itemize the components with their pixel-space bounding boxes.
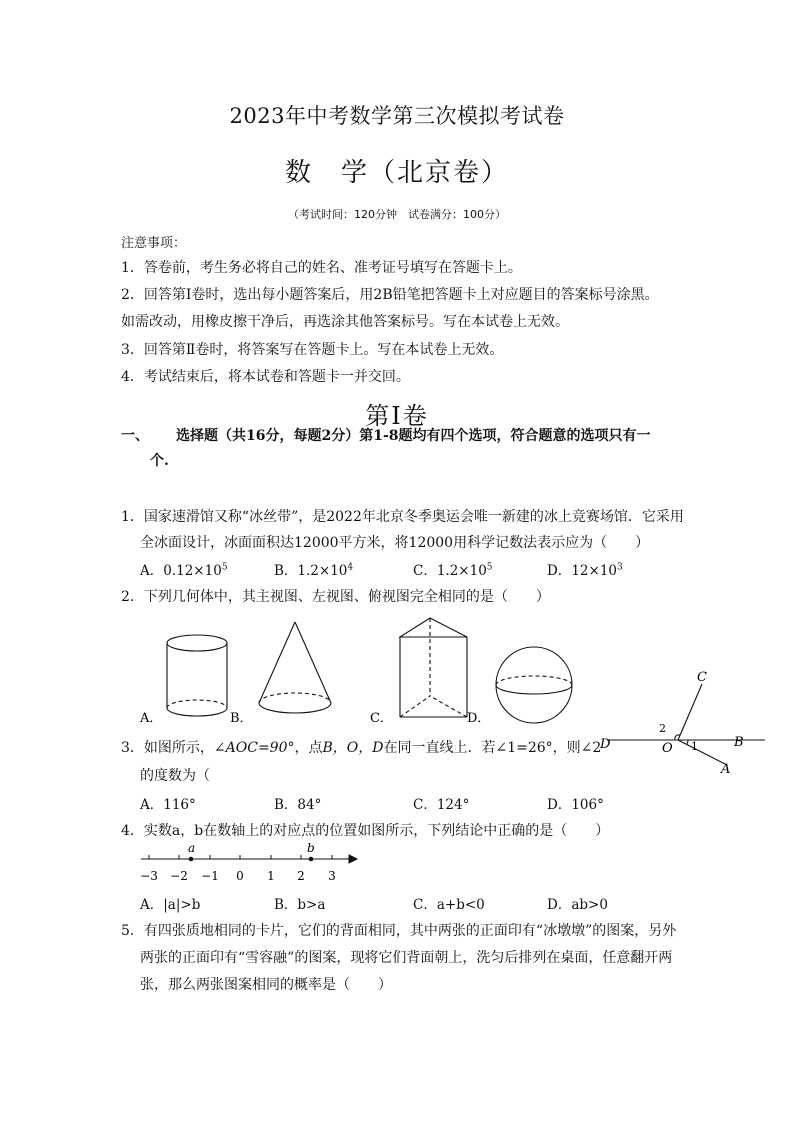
point-a-dot — [189, 857, 194, 862]
tick-label: −2 — [170, 869, 188, 883]
point-b-label: b — [307, 841, 315, 855]
label-a: A — [721, 762, 731, 777]
question-5-text-cont: 张，那么两张图案相同的概率是（ ） — [140, 977, 392, 993]
exam-info: （考试时间：120分钟 试卷满分：100分） — [288, 208, 506, 221]
point-b-dot — [309, 857, 314, 862]
section-title: 选择题（共16分，每题2分）第1-8题均有四个选项，符合题意的选项只有一 — [176, 428, 651, 444]
tick-label: 2 — [297, 869, 305, 883]
q3-angle-figure — [595, 666, 780, 781]
label-angle-2: 2 — [659, 722, 666, 735]
q4-option-c: C．a+b<0 — [413, 897, 485, 913]
q2-label-a: A． — [140, 711, 163, 726]
q3-option-c: C．124° — [413, 797, 470, 813]
question-4-text: 4．实数a，b在数轴上的对应点的位置如图所示，下列结论中正确的是（ ） — [121, 823, 610, 839]
cone-shape — [259, 622, 331, 713]
cylinder-shape — [167, 635, 227, 716]
part-title: 第Ⅰ卷 — [365, 402, 429, 430]
axis-arrow — [349, 855, 357, 863]
note-item: 1．答卷前，考生务必将自己的姓名、准考证号填写在答题卡上。 — [121, 260, 522, 276]
ray-oa — [678, 740, 727, 765]
label-b: B — [734, 735, 744, 750]
q2-solids-figure — [130, 605, 610, 730]
exam-title: 2023年中考数学第三次模拟考试卷 — [229, 104, 565, 128]
section-number: 一、 — [121, 428, 149, 444]
q2-label-d: D． — [467, 711, 491, 726]
note-item: 4．考试结束后，将本试卷和答题卡一并交回。 — [121, 369, 410, 385]
q4-option-d: D．ab>0 — [547, 897, 608, 913]
notes-heading: 注意事项： — [121, 236, 187, 251]
q1-option-c: C．$1.2\times 10^5$ — [413, 562, 493, 579]
label-c: C — [697, 670, 707, 685]
q2-label-c: C． — [370, 711, 393, 726]
q3-option-d: D．106° — [547, 797, 604, 813]
q1-option-d: D．$12\times 10^3$ — [547, 562, 623, 579]
question-1-text-cont: 全冰面设计，冰面面积达12000平方米，将12000用科学记数法表示应为（ ） — [140, 535, 650, 551]
q2-label-b: B． — [230, 711, 253, 726]
section-title-cont: 个. — [150, 453, 169, 469]
note-item: 3．回答第Ⅱ卷时，将答案写在答题卡上。写在本试卷上无效。 — [121, 342, 504, 358]
tick-label: 3 — [328, 869, 336, 883]
question-3-text: 3．如图所示，∠AOC=90°，点B，O，D在同一直线上．若∠1=26°，则∠2 — [121, 740, 602, 756]
q3-option-a: A．116° — [140, 797, 196, 813]
question-3-text-cont: 的度数为（ — [140, 768, 210, 784]
q3-option-b: B．84° — [274, 797, 322, 813]
question-5-text: 5．有四张质地相同的卡片，它们的背面相同，其中两张的正面印有“冰墩墩”的图案，另外 — [121, 923, 677, 939]
tick-label: 1 — [267, 869, 275, 883]
question-5-text-cont: 两张的正面印有“雪容融”的图案，现将它们背面朝上，洗匀后排列在桌面，任意翻开两 — [140, 950, 673, 966]
point-a-label: a — [188, 841, 196, 855]
exam-subtitle: 数 学（北京卷） — [284, 158, 509, 188]
tick-label: −3 — [140, 869, 158, 883]
prism-shape — [400, 618, 467, 717]
tick-label: 0 — [236, 869, 244, 883]
note-item: 2．回答第Ⅰ卷时，选出每小题答案后，用2B铅笔把答题卡上对应题目的答案标号涂黑。 — [121, 287, 659, 303]
label-d: D — [600, 737, 611, 752]
note-item: 如需改动，用橡皮擦干净后，再选涂其他答案标号。写在本试卷上无效。 — [121, 314, 569, 330]
q4-number-line — [135, 840, 365, 885]
q4-option-b: B．b>a — [274, 897, 326, 913]
question-2-text: 2．下列几何体中，其主视图、左视图、俯视图完全相同的是（ ） — [121, 589, 550, 605]
q1-option-a: A．$0.12\times 10^5$ — [140, 562, 228, 579]
tick-label: −1 — [201, 869, 219, 883]
ray-oc — [678, 684, 702, 740]
label-angle-1: 1 — [691, 740, 698, 753]
q1-option-b: B．$1.2\times 10^4$ — [274, 562, 354, 579]
question-1-text: 1．国家速滑馆又称“冰丝带”，是2022年北京冬季奥运会唯一新建的冰上竞赛场馆．它采用 — [121, 509, 684, 525]
q4-option-a: A．|a|>b — [140, 897, 201, 913]
label-o: O — [662, 741, 673, 756]
angle-1-arc — [687, 740, 688, 744]
sphere-shape — [496, 647, 572, 723]
